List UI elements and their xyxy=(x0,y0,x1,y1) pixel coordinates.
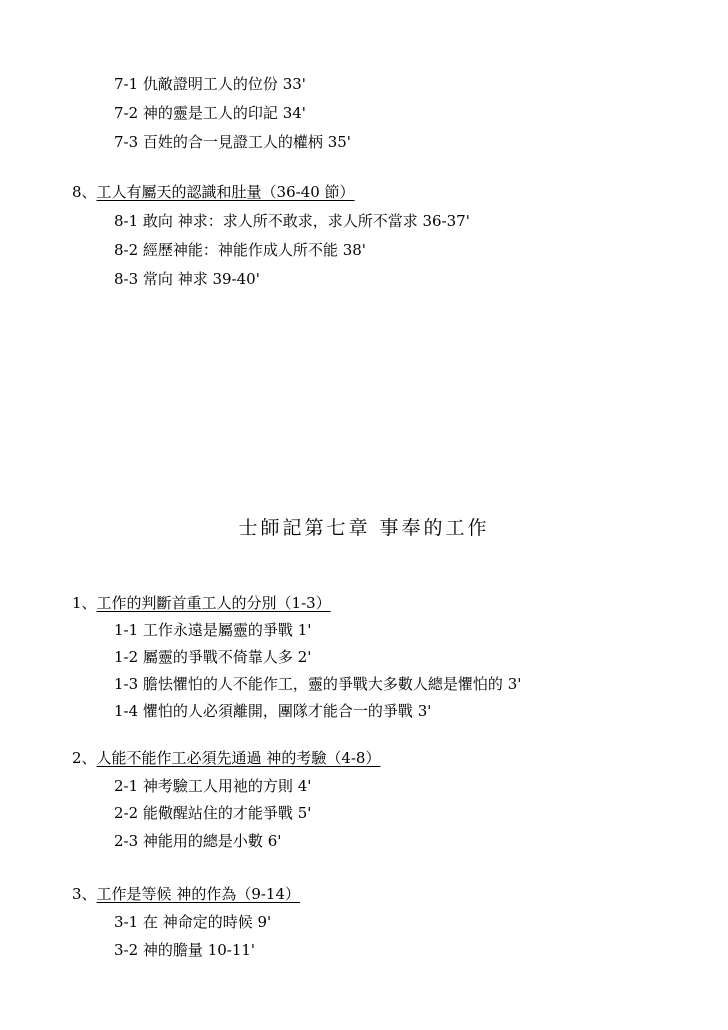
point-3-2: 3-2 神的膽量 10-11' xyxy=(114,941,256,959)
point-8-3: 8-3 常向 神求 39-40' xyxy=(114,270,260,288)
section-number: 3、 xyxy=(72,885,97,903)
point-2-3: 2-3 神能用的總是小數 6' xyxy=(114,832,282,850)
section-3-heading-row xyxy=(72,884,300,904)
point-7-3: 7-3 百姓的合一見證工人的權柄 35' xyxy=(114,133,351,151)
point-1-2: 1-2 屬靈的爭戰不倚靠人多 2' xyxy=(114,648,312,666)
point-3-1: 3-1 在 神命定的時候 9' xyxy=(114,913,272,931)
point-7-2: 7-2 神的靈是工人的印記 34' xyxy=(114,104,306,122)
section-8-heading-row xyxy=(72,182,355,202)
section-heading: 工人有屬天的認識和肚量（36-40 節） xyxy=(96,183,355,201)
section-number: 2、 xyxy=(72,749,97,767)
section-number: 8、 xyxy=(72,183,97,201)
point-1-4: 1-4 懼怕的人必須離開，團隊才能合一的爭戰 3' xyxy=(114,702,432,720)
point-1-1: 1-1 工作永遠是屬靈的爭戰 1' xyxy=(114,621,312,639)
point-8-1: 8-1 敢向 神求：求人所不敢求，求人所不當求 36-37' xyxy=(114,212,470,230)
section-2-heading-row xyxy=(72,748,380,768)
section-heading: 工作是等候 神的作為（9-14） xyxy=(96,885,301,903)
section-heading: 人能不能作工必須先通過 神的考驗（4-8） xyxy=(96,749,381,767)
point-8-2: 8-2 經歷神能：神能作成人所不能 38' xyxy=(114,241,366,259)
point-1-3: 1-3 膽怯懼怕的人不能作工，靈的爭戰大多數人總是懼怕的 3' xyxy=(114,675,522,693)
section-1-heading-row xyxy=(72,593,331,613)
section-number: 1、 xyxy=(72,594,97,612)
chapter-title: 士師記第七章 事奉的工作 xyxy=(238,517,490,539)
point-7-1: 7-1 仇敵證明工人的位份 33' xyxy=(114,75,306,93)
point-2-2: 2-2 能儆醒站住的才能爭戰 5' xyxy=(114,804,312,822)
point-2-1: 2-1 神考驗工人用祂的方則 4' xyxy=(114,777,312,795)
section-heading: 工作的判斷首重工人的分別（1-3） xyxy=(96,594,331,612)
